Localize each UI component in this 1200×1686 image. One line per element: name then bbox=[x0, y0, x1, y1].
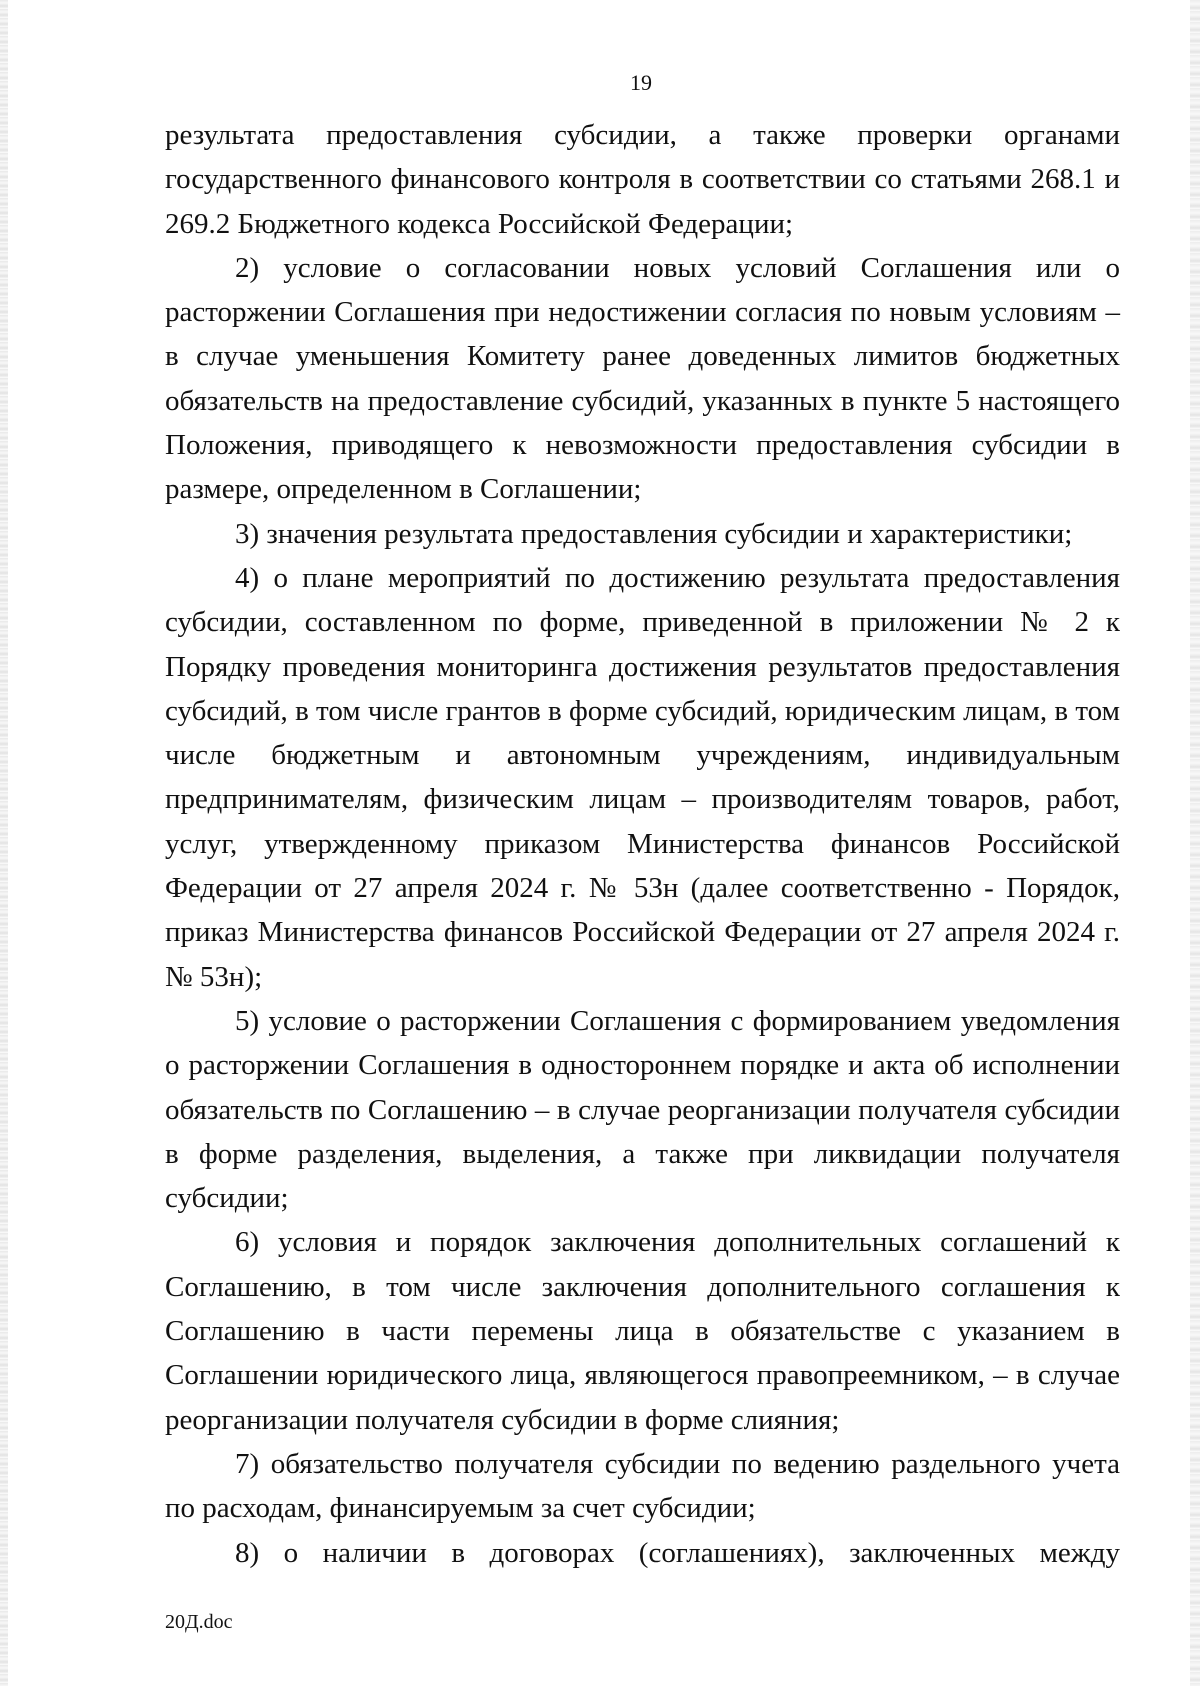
paragraph-item-5: 5) условие о расторжении Соглашения с формированием уведомления о расторжении Соглашения в одностороннем порядке и акта об исполнении обязательств по Соглашению – в случае реорганизации получателя субсидии в форме разделения, выделения, а также при ликвидации получателя субсидии; bbox=[165, 1004, 1120, 1215]
scan-edge-right bbox=[1190, 0, 1200, 1686]
paragraph-item-4: 4) о плане мероприятий по достижению результата предоставления субсидии, составленном по форме, приведенной в приложении № 2 к Порядку проведения мониторинга достижения результатов предоставления субсидий, в том числе грантов в форме субсидий, юридическим лицам, в том числе бюджетным и автономным учреждениям, индивидуальным предпринимателям, физическим лицам – производителям товаров, работ, услуг, утвержденному приказом Министерства финансов Российской Федерации от 27 апреля 2024 г. № 53н (далее соответственно - Порядок, приказ Министерства финансов Российской Федерации от 27 апреля 2024 г. № 53н); bbox=[165, 561, 1120, 993]
scan-edge-left bbox=[0, 0, 8, 1686]
footer-filename: 20Д.doc bbox=[165, 1611, 233, 1633]
paragraph-item-8: 8) о наличии в договорах (соглашениях), заключенных между bbox=[235, 1536, 1120, 1569]
document-body bbox=[165, 113, 1120, 1575]
paragraph-continuation: результата предоставления субсидии, а также проверки органами государственного финансового контроля в соответствии со статьями 268.1 и 269.2 Бюджетного кодекса Российской Федерации; bbox=[165, 119, 1120, 240]
page-number: 19 bbox=[630, 70, 652, 95]
paragraph-item-6: 6) условия и порядок заключения дополнительных соглашений к Соглашению, в том числе заключения дополнительного соглашения к Соглашению в части перемены лица в обязательстве с указанием в Соглашении юридического лица, являющегося правопреемником, – в случае реорганизации получателя субсидии в форме слияния; bbox=[165, 1226, 1120, 1436]
paragraph-item-2: 2) условие о согласовании новых условий Соглашения или о расторжении Соглашения при недостижении согласия по новым условиям – в случае уменьшения Комитету ранее доведенных лимитов бюджетных обязательств на предоставление субсидий, указанных в пункте 5 настоящего Положения, приводящего к невозможности предоставления субсидии в размере, определенном в Соглашении; bbox=[165, 251, 1120, 506]
paragraph-item-7: 7) обязательство получателя субсидии по ведению раздельного учета по расходам, финансируемым за счет субсидии; bbox=[165, 1447, 1120, 1525]
paragraph-item-3: 3) значения результата предоставления субсидии и характеристики; bbox=[235, 517, 1073, 550]
